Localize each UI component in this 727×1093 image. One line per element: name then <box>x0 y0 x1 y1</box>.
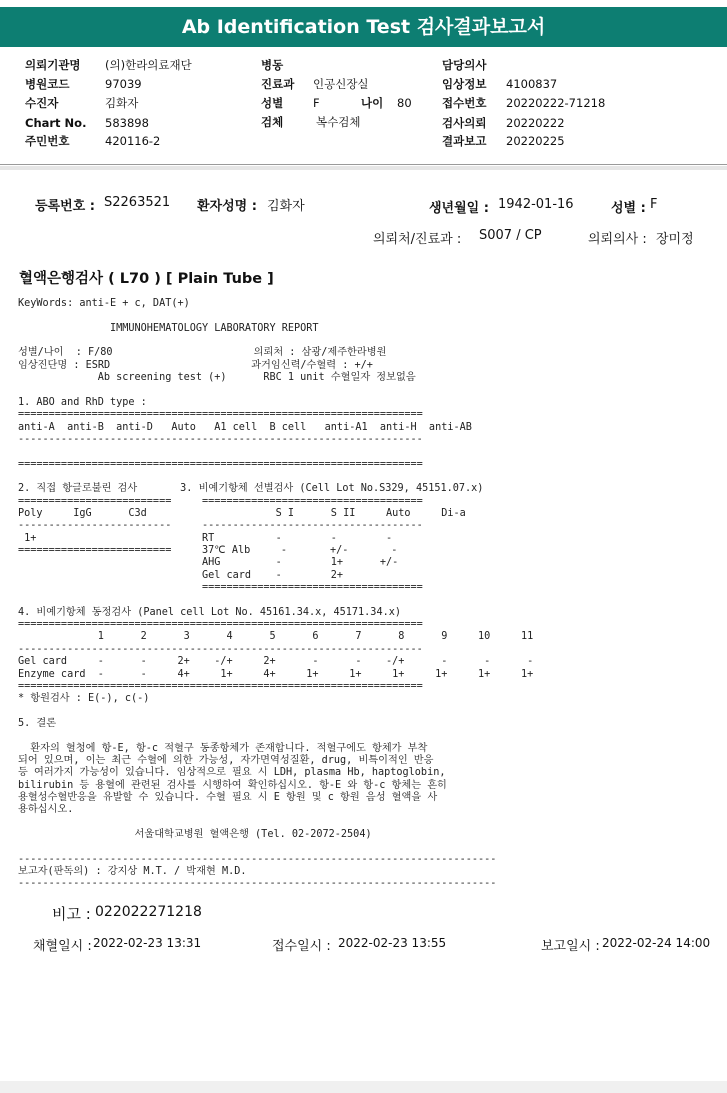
remark-label: 비고 : <box>52 905 91 923</box>
report-line: bilirubin 등 용혈에 관련된 검사를 시행하여 확인하십시오. 항-E 와 항-c 항체는 흔히 <box>18 779 447 791</box>
report-line: KeyWords: anti-E + c, DAT(+) <box>18 298 190 309</box>
report-line: Ab screening test (+) RBC 1 unit 수혈일자 정보없음 <box>18 372 416 384</box>
report-line: Gel card - - 2+ -/+ 2+ - - -/+ - - - <box>18 656 534 668</box>
report-line: 용하십시오. <box>18 804 74 816</box>
patient-name-label: 환자성명 : <box>197 199 257 214</box>
report-line: 용혈성수혈반응을 유발할 수 있습니다. 수혈 필요 시 E 항원 및 c 항원 음성 혈액을 사 <box>18 792 438 803</box>
report-line: ------------------------------------------------------------------------------ <box>18 878 497 890</box>
header-value: 20220225 <box>506 134 565 148</box>
dob-value: 1942-01-16 <box>498 197 574 212</box>
header-value-age: 80 <box>397 96 412 110</box>
report-line: ================================================================== <box>18 680 423 692</box>
report-line: 2. 직접 항글로불린 검사 3. 비예기항체 선별검사 (Cell Lot No.S329, 45151.07.x) <box>18 483 484 495</box>
received-value: 2022-02-23 13:55 <box>338 936 447 950</box>
report-line: ------------------------------------------------------------------ <box>18 643 423 655</box>
header-label: 담당의사 <box>442 58 487 72</box>
report-line: ========================= ==================================== <box>18 495 423 507</box>
header-divider <box>0 164 727 165</box>
header-label: 진료과 <box>261 77 295 91</box>
header-value: 20220222 <box>506 116 565 130</box>
header-label: Chart No. <box>25 116 87 130</box>
report-line: ================================================================== <box>18 458 423 470</box>
header-value: 인공신장실 <box>313 77 369 91</box>
header-label: 성별 <box>261 96 284 110</box>
report-line: ------------------------- ------------------------------------ <box>18 520 423 532</box>
header-value: 20220222-71218 <box>506 96 606 110</box>
header-value: 복수검체 <box>316 115 361 129</box>
report-line: 임상진단명 : ESRD 과거임신력/수혈력 : +/+ <box>18 359 373 371</box>
header-label: 수진자 <box>25 96 59 110</box>
header-label: 병동 <box>261 58 284 72</box>
header-value: 583898 <box>105 116 149 130</box>
collected-label: 채혈일시 : <box>33 939 92 954</box>
report-line: 성별/나이 : F/80 의뢰처 : 삼광/제주한라병원 <box>18 347 387 359</box>
patient-name-value: 김화자 <box>267 199 305 214</box>
reg-number-value: S2263521 <box>104 195 171 210</box>
reported-label: 보고일시 : <box>541 939 600 954</box>
header-value: 4100837 <box>506 77 558 91</box>
report-line: 4. 비예기항체 동정검사 (Panel cell Lot No. 45161.34.x, 45171.34.x) <box>18 606 401 618</box>
report-line: * 항원검사 : E(-), c(-) <box>18 693 150 705</box>
remark-value: 022022271218 <box>95 904 202 920</box>
header-value: (의)한라의료재단 <box>105 58 192 72</box>
report-line: 1 2 3 4 5 6 7 8 9 10 11 <box>18 631 534 643</box>
report-line: ==================================== <box>18 582 423 594</box>
report-line: ================================================================== <box>18 409 423 421</box>
report-line: 5. 결론 <box>18 717 57 729</box>
report-line: AHG - 1+ +/- <box>18 557 399 569</box>
doctor-value: 장미정 <box>656 232 694 247</box>
header-label: 임상정보 <box>442 77 487 91</box>
report-line: ------------------------------------------------------------------------------ <box>18 853 497 865</box>
header-label: 검사의뢰 <box>442 116 487 130</box>
report-line: Poly IgG C3d S I S II Auto Di-a <box>18 507 466 519</box>
header-label: 결과보고 <box>442 134 487 148</box>
report-line: 1. ABO and RhD type : <box>18 396 147 408</box>
report-line: 1+ RT - - - <box>18 532 393 544</box>
report-banner-title: Ab Identification Test 검사결과보고서 <box>0 7 727 47</box>
reg-number-label: 등록번호 : <box>35 199 95 214</box>
header-label: 주민번호 <box>25 134 70 148</box>
doctor-label: 의뢰의사 : <box>588 232 647 247</box>
dept-label: 의뢰처/진료과 : <box>373 232 462 247</box>
dob-label: 생년월일 : <box>429 201 489 216</box>
report-line: 되어 있으며, 이는 최근 수혈에 의한 가능성, 자가면역성질환, drug, 비특이적인 반응 <box>18 754 434 766</box>
header-label: 병원코드 <box>25 77 70 91</box>
report-line: ========================= 37℃ Alb - +/- - <box>18 545 398 556</box>
page-bottom-band <box>0 1081 727 1093</box>
header-divider-shadow <box>0 166 727 170</box>
report-line: Gel card - 2+ <box>18 569 344 581</box>
header-value: F <box>313 96 320 110</box>
report-line: IMMUNOHEMATOLOGY LABORATORY REPORT <box>18 322 319 334</box>
header-label: 접수번호 <box>442 96 487 110</box>
report-line: Enzyme card - - 4+ 1+ 4+ 1+ 1+ 1+ 1+ 1+ 1+ <box>18 668 534 680</box>
report-line: 서울대학교병원 혈액은행 (Tel. 02-2072-2504) <box>18 829 372 841</box>
dept-value: S007 / CP <box>479 228 542 243</box>
header-value: 420116-2 <box>105 134 161 148</box>
collected-value: 2022-02-23 13:31 <box>93 936 202 950</box>
header-value: 97039 <box>105 77 142 91</box>
report-line: ------------------------------------------------------------------ <box>18 433 423 445</box>
reported-value: 2022-02-24 14:00 <box>602 936 711 950</box>
report-line: 환자의 혈청에 항-E, 항-c 적혈구 동종항체가 존재합니다. 적혈구에도 항체가 부착 <box>18 742 428 754</box>
header-value: 김화자 <box>105 96 139 110</box>
received-label: 접수일시 : <box>272 939 331 954</box>
report-line: anti-A anti-B anti-D Auto A1 cell B cell anti-A1 anti-H anti-AB <box>18 421 472 433</box>
sex-value: F <box>650 197 658 212</box>
report-line: 보고자(판독의) : 강지상 M.T. / 박재현 M.D. <box>18 866 247 878</box>
sex-label: 성별 : <box>611 201 646 216</box>
header-label: 검체 <box>261 115 284 129</box>
report-line: ================================================================== <box>18 619 423 631</box>
report-title: 혈액은행검사 ( L70 ) [ Plain Tube ] <box>19 271 274 287</box>
report-line: 등 여러가지 가능성이 있습니다. 임상적으로 필요 시 LDH, plasma Hb, haptoglobin, <box>18 767 446 779</box>
header-label-age: 나이 <box>361 96 384 110</box>
header-label: 의뢰기관명 <box>25 58 81 72</box>
